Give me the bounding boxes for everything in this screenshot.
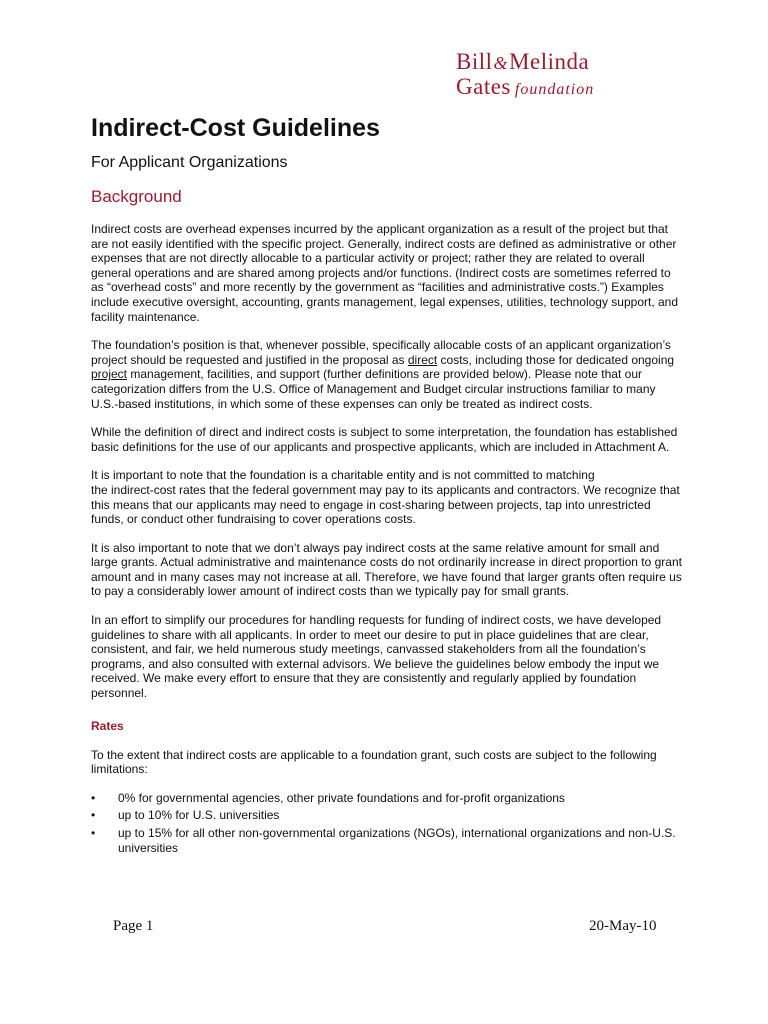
paragraph-grant-size: It is also important to note that we don’t always pay indirect costs at the same relative amount for small and large grants. Actual administrative and maintenance costs do not ordinarily increase in direct proportion to grant amount and in many cases may not increase at all. Therefore, we have found that larger grants often require us to pay a considerably lower amount of indirect costs than we typically pay for small grants. [91,540,682,599]
p4-rest: the indirect-cost rates that the federal government may pay to its applicants and contractors. We recognize that this means that our applicants may need to engage in cost-sharing between projects, tap into unrestricted funds, or conduct other fundraising to cover operations costs. [91,482,680,527]
list-item [91,826,683,855]
footer-page-number: Page 1 [113,918,154,934]
p2-text-2: costs, including those for dedicated ongoing [437,352,675,367]
paragraph-guidelines: In an effort to simplify our procedures for handling requests for funding of indirect costs, we have developed guidelines to share with all applicants. In order to meet our desire to put in place guidelines that are clear, consistent, and fair, we held numerous study meetings, canvassed stakeholders from all the foundation’s programs, and also consulted with external advisors. We believe the guidelines below embody the input we received. We make every effort to ensure that they are consistently and regularly applied by foundation personnel. [91,613,662,701]
bullet-icon: • [91,826,96,840]
logo-line-1 [456,50,686,75]
document-body [91,112,683,858]
rates-list [91,791,683,855]
logo-word-gates: Gates [456,74,511,99]
paragraph-rates-intro: To the extent that indirect costs are applicable to a foundation grant, such costs are subject to the following limitations: [91,747,657,777]
logo-line-2 [456,75,686,102]
paragraph-charitable-entity [91,468,683,526]
logo-word-bill: Bill [456,49,493,74]
bullet-icon: • [91,790,96,805]
page-title: Indirect-Cost Guidelines [91,114,380,142]
p4-line-1: It is important to note that the foundation is a charitable entity and is not committed to matching [91,468,595,483]
p2-underline-direct: direct [407,352,438,367]
foundation-logo [456,50,686,102]
p2-text-1: The foundation’s position is that, whenever possible, specifically allocable costs of an applicant organization’s project should be requested and justified in the proposal as [91,338,671,367]
paragraph-definitions: While the definition of direct and indirect costs is subject to some interpretation, the foundation has established basic definitions for the use of our applicants and prospective applicants, which are included in Attachment A. [91,425,678,454]
logo-word-foundation: foundation [514,81,595,98]
list-item [91,808,683,823]
list-item [91,791,683,806]
bullet-icon: • [91,808,96,823]
list-item-text: up to 10% for U.S. universities [118,808,280,823]
logo-word-melinda: Melinda [509,49,590,74]
p2-underline-project: project [91,367,128,382]
logo-ampersand: & [493,53,509,73]
paragraph-indirect-costs-definition: Indirect costs are overhead expenses incurred by the applicant organization as a result of the project but that are not easily identified with the specific project. Generally, indirect costs are defined as administrative or other expenses that are not directly allocable to a particular activity or project; rather they are related to overall general operations and are shared among projects and/or functions. (Indirect costs are sometimes referred to as “overhead costs” and more recently by the government as “facilities and administrative costs.”) Examples include executive oversight, accounting, grants management, legal expenses, utilities, technology support, and facility maintenance. [91,222,679,324]
footer-date: 20-May-10 [589,918,657,934]
section-heading-background: Background [91,187,182,206]
list-item-text: up to 15% for all other non-governmental organizations (NGOs), international organizations and non-U.S. universities [118,826,676,855]
p2-text-3: management, facilities, and support (further definitions are provided below). Please note that our categorization differs from the U.S. Office of Management and Budget circular instructions familiar to many U.S.-based institutions, in which some of these expenses can only be treated as indirect costs. [91,367,656,411]
list-item-text: 0% for governmental agencies, other private foundations and for-profit organizations [118,790,565,805]
section-heading-rates: Rates [91,718,124,733]
page-subtitle: For Applicant Organizations [91,154,288,171]
paragraph-foundation-position [91,338,683,411]
